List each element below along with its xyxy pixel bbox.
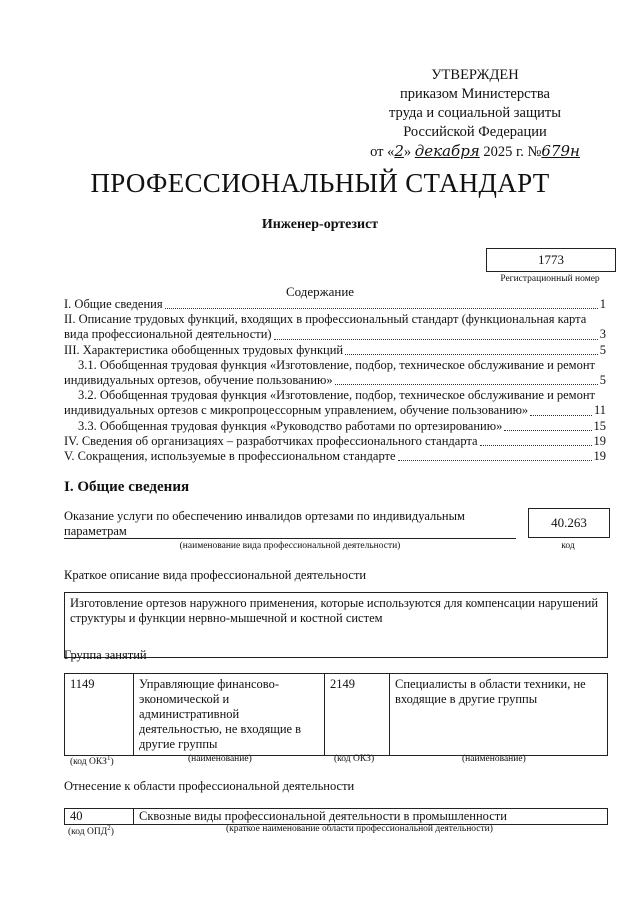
- date-day: 2: [394, 142, 404, 160]
- toc-item[interactable]: V. Сокращения, используемые в профессиональном стандарте 19: [64, 449, 606, 464]
- occupation-name-2: Специалисты в области техники, не входящие в другие группы: [390, 674, 608, 756]
- toc-item[interactable]: I. Общие сведения 1: [64, 297, 606, 311]
- toc-item[interactable]: III. Характеристика обобщенных трудовых функций 5: [64, 342, 606, 357]
- occupation-code-2: 2149: [325, 674, 390, 756]
- opd-name-caption: (краткое наименование области профессиональной деятельности): [226, 824, 493, 834]
- occupation-code-1: 1149: [65, 674, 134, 756]
- table-of-contents: [64, 297, 606, 464]
- occupation-name-1: Управляющие финансово-экономической и административной деятельностью, не входящие в другие группы: [134, 674, 325, 756]
- activity-name: Оказание услуги по обеспечению инвалидов ортезами по индивидуальным параметрам: [64, 509, 465, 538]
- document-title: ПРОФЕССИОНАЛЬНЫЙ СТАНДАРТ: [90, 168, 550, 198]
- toc-heading: Содержание: [285, 284, 355, 299]
- occupation-name-caption-2: (наименование): [462, 754, 526, 764]
- activity-code-box: 40.263: [528, 508, 610, 538]
- table-row: [65, 809, 608, 825]
- approval-date-line: [330, 142, 620, 162]
- area-label: Отнесение к области профессиональной деятельности: [64, 779, 355, 793]
- description-label: Краткое описание вида профессиональной деятельности: [64, 568, 367, 582]
- toc-item[interactable]: 3.3. Обобщенная трудовая функция «Руководство работами по ортезированию» 15: [78, 418, 606, 433]
- date-mid: »: [403, 144, 412, 160]
- registration-number-box: 1773: [486, 248, 616, 272]
- toc-item[interactable]: 3.1. Обобщенная трудовая функция «Изготовление, подбор, техническое обслуживание и ремонт индивидуальных ортезов, обучение пользованию» 5: [64, 357, 606, 388]
- toc-item[interactable]: II. Описание трудовых функций, входящих в профессиональный стандарт (функциональная карта вида профессиональной деятельности) 3: [64, 312, 606, 342]
- date-year: 2025 г. №: [483, 144, 542, 160]
- date-month: декабря: [414, 142, 480, 160]
- approval-block: [330, 66, 620, 162]
- occupation-name-caption: (наименование): [188, 754, 252, 764]
- activity-code-caption: код: [561, 541, 575, 551]
- section-heading: I. Общие сведения: [64, 479, 190, 495]
- activity-underline: [64, 538, 516, 539]
- description-box: Изготовление ортезов наружного применения, которые используются для компенсации нарушений структуры и функции нервно-мышечной и костной систем: [64, 592, 608, 658]
- approval-title: УТВЕРЖДЕН: [431, 67, 519, 83]
- opd-table: [64, 808, 608, 825]
- okz-code-caption-2: (код ОКЗ): [334, 754, 375, 764]
- opd-name: Сквозные виды профессиональной деятельности в промышленности: [134, 809, 608, 825]
- table-row: [65, 674, 608, 756]
- registration-number-label: Регистрационный номер: [500, 274, 600, 284]
- group-label: Группа занятий: [64, 648, 147, 662]
- occupation-table: [64, 673, 608, 756]
- order-number: 679н: [541, 142, 580, 160]
- approval-line-labor: труда и социальной защиты: [389, 105, 561, 121]
- approval-line-federation: Российской Федерации: [403, 124, 547, 140]
- approval-line-ministry: приказом Министерства: [400, 86, 550, 102]
- toc-item[interactable]: 3.2. Обобщенная трудовая функция «Изготовление, подбор, техническое обслуживание и ремонт индивидуальных ортезов с микропроцессорным управлением, обучение пользованию» 11: [64, 388, 606, 418]
- date-prefix: от «: [370, 144, 395, 160]
- toc-item[interactable]: IV. Сведения об организациях – разработчиках профессионального стандарта 19: [64, 433, 606, 448]
- opd-code-caption: (код ОПД$^2$): [68, 824, 114, 838]
- profession-name: Инженер-ортезист: [261, 217, 379, 232]
- opd-code: 40: [65, 809, 134, 825]
- activity-caption: (наименование вида профессиональной деятельности): [179, 541, 401, 551]
- okz-code-caption: (код ОКЗ$^1$): [70, 754, 114, 768]
